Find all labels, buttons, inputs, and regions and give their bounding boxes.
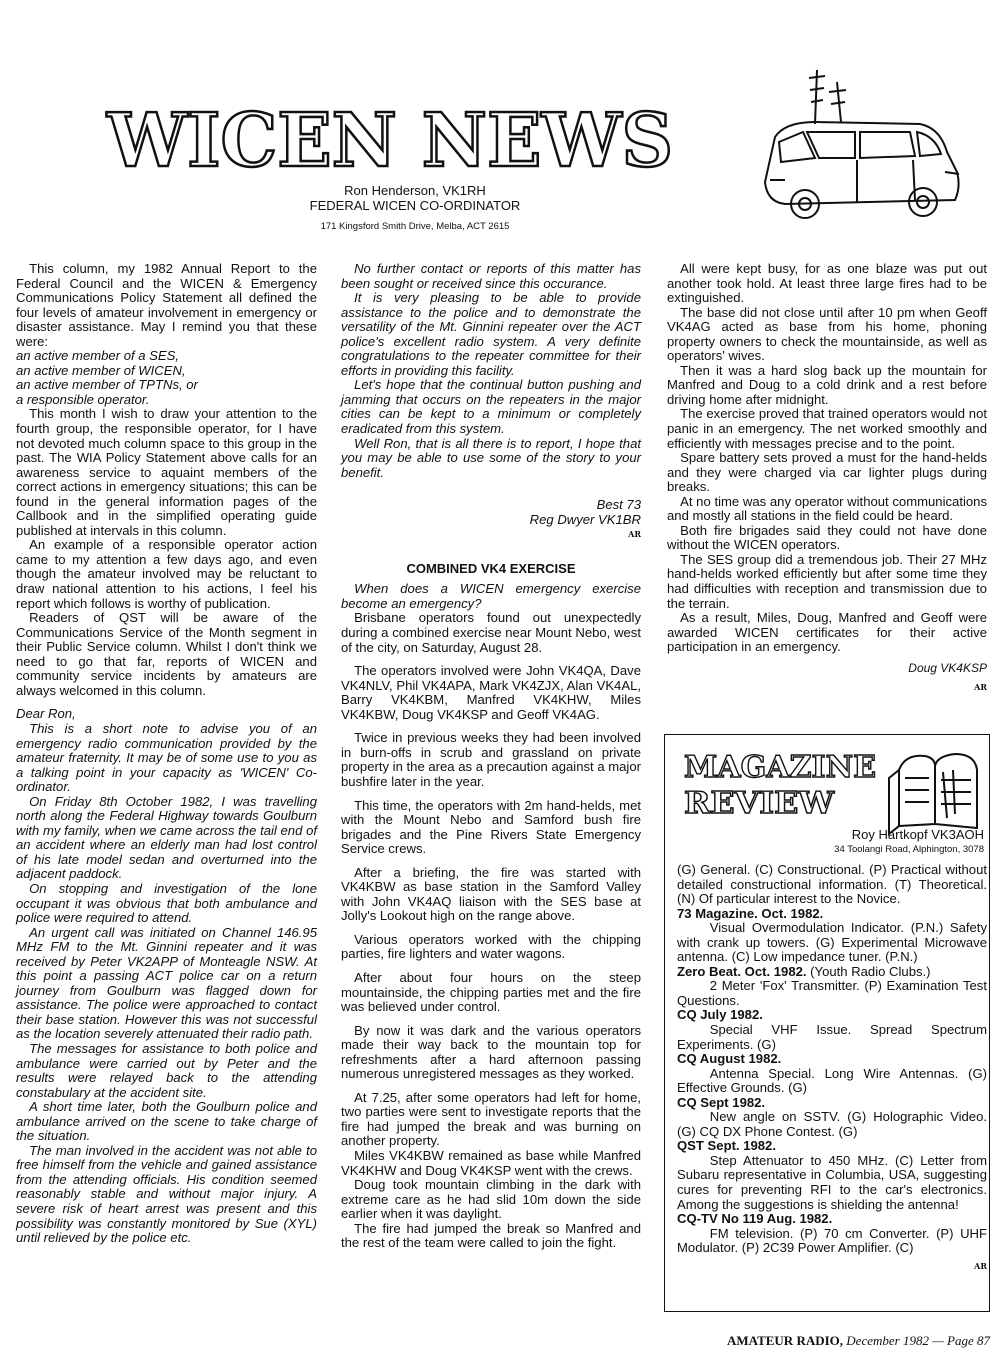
review-magazine-title: CQ-TV No 119 Aug. 1982. (677, 1211, 833, 1227)
paragraph: This column, my 1982 Annual Report to the Federal Council and the WICEN & Emergency Communications Policy Statement all defined the four levels of amateur involvement in emergency or disaster assistance. May I remind you that these were: (16, 261, 317, 349)
letter-paragraph: The messages for assistance to both police and ambulance were carried out by Peter and the results were relayed back to the attending constabulary at the accident site. (16, 1040, 317, 1100)
paragraph: The SES group did a tremendous job. Their 27 MHz hand-helds worked efficiently but after some time they had difficulties with reception and transmission due to the terrain. (667, 551, 987, 611)
paragraph: Miles VK4KBW remained as base while Manfred VK4KHW and Doug VK4KSP went with the crews. (341, 1147, 641, 1178)
review-magazine-contents: Antenna Special. Long Wire Antennas. (G) Effective Grounds. (G) (677, 1065, 987, 1096)
section-heading: COMBINED VK4 EXERCISE (406, 560, 576, 576)
paragraph: This time, the operators with 2m hand-helds, met with the Mount Nebo and Samford bush fire brigades and the Pine Rivers State Emergency Service crews. (341, 797, 641, 857)
letter-paragraph: It is very pleasing to be able to provide assistance to the police and to demonstrate the versatility of the Mt. Ginnini repeater over the ACT police's excellent radio system. A very definite congratulations to the repeater committee for their efforts in providing this facility. (341, 290, 641, 378)
paragraph: After about four hours on the steep mountainside, the chipping parties met and the fire was believed under control. (341, 969, 641, 1015)
book-icon (885, 748, 985, 838)
paragraph: An example of a responsible operator action came to my attention a few days ago, and even though the amateur involved may be reluctant to draw national attention to his actions, I feel his report which follows is worthy of publication. (16, 537, 317, 611)
van-illustration (745, 62, 985, 232)
review-magazine-contents: Visual Overmodulation Indicator. (P.N.) Safety with crank up towers. (G) Experimental Microwave antenna. (C) Low impedance tuner. (P.N.) (677, 920, 987, 965)
wicen-news-masthead (100, 100, 680, 180)
byline-role: FEDERAL WICEN CO-ORDINATOR (309, 198, 521, 213)
letter-paragraph: The man involved in the accident was not able to free himself from the vehicle and gained assistance from the attending officials. His condition seemed reasonably stable and without major injury. A severe risk of heart arrest was present and this possibility was constantly monitored by Sue (XYL) until relieved by the police etc. (16, 1142, 317, 1246)
magazine-review-title (682, 745, 882, 820)
letter-paragraph: A short time later, both the Goulburn police and ambulance arrived on the scene to take charge of the situation. (16, 1099, 317, 1144)
paragraph: Both fire brigades said they could not have done without the WICEN operators. (667, 522, 987, 553)
paragraph: Readers of QST will be aware of the Communications Service of the Month segment in their Public Service column. Whilst I don't think we need to go that far, reports of WICEN and community service incidents by amateurs are always welcomed in this column. (16, 610, 317, 698)
letter-paragraph: Let's hope that the continual button pushing and jamming that occurs on the repeaters in the major cities can be kept to a minimum or completely eradicated from this system. (341, 377, 641, 437)
review-magazine-contents: 2 Meter 'Fox' Transmitter. (P) Examination Test Questions. (677, 978, 987, 1008)
review-magazine-contents: Special VHF Issue. Spread Spectrum Experiments. (G) (677, 1022, 987, 1052)
paragraph: At 7.25, after some operators had left for home, two parties were sent to investigate reports that the fire had jumped the break and was burning on another property. (341, 1089, 641, 1149)
review-byline (672, 827, 984, 857)
column-1 (16, 262, 317, 1246)
review-title-line2: REVIEW (684, 786, 836, 820)
letter-salutation: Dear Ron, (16, 706, 76, 722)
paragraph: Twice in previous weeks they had been involved in burn-offs in scrub and grassland on private property in the area as a precaution against a major bushfire later in the year. (341, 730, 641, 789)
paragraph: Then it was a hard slog back up the mountain for Manfred and Doug to a cold drink and a rest before driving home after midnight. (667, 362, 987, 407)
column-2 (341, 262, 641, 1251)
paragraph: The operators involved were John VK4QA, Dave VK4NLV, Phil VK4APA, Mark VK4ZJX, Alan VK4AL, Barry VK4KBM, Manfred VK4KHW, Miles VK4KBW, Doug VK4KSP and Geoff VK4AG. (341, 663, 641, 722)
paragraph: As a result, Miles, Doug, Manfred and Geoff were awarded WICEN certificates for their active participation in an emergency. (667, 610, 987, 655)
ar-end-mark: AR (974, 1260, 987, 1271)
paragraph: The fire had jumped the break so Manfred and the rest of the team were called to join the fight. (341, 1220, 641, 1251)
paragraph: By now it was dark and the various operators made their way back to the mountain top for refreshments after a hard afternoon passing numerous unregistered messages as they worked. (341, 1022, 641, 1082)
paragraph: Various operators worked with the chipping parties, fire lighters and water wagons. (341, 931, 641, 962)
byline (280, 183, 550, 234)
review-magazine-title: CQ Sept 1982. (677, 1094, 766, 1110)
review-author: Roy Hartkopf VK3AOH (851, 827, 984, 842)
ar-end-mark: AR (628, 529, 641, 540)
review-magazine-title: CQ July 1982. (677, 1007, 763, 1023)
letter-paragraph: This is a short note to advise you of an emergency radio communication provided by the amateur fraternity. It may be of some use to you as a talking point in your capacity as 'WICEN' Co-ordinator. (16, 720, 317, 795)
paragraph: At no time was any operator without communications and mostly all stations in the field could be heard. (667, 493, 987, 524)
paragraph: Brisbane operators found out unexpectedly during a combined exercise near Mount Nebo, west of the city, on Saturday, August 28. (341, 610, 641, 655)
letter-paragraph: On stopping and investigation of the lone occupant it was obvious that both ambulance and police were required to attend. (16, 880, 317, 926)
review-body (677, 863, 987, 1273)
list-item: an active member of WICEN, (16, 362, 186, 378)
review-key: (G) General. (C) Constructional. (P) Practical without detailed constructional information. (T) Theoretical. (N) Of particular interest to the Novice. (677, 862, 987, 907)
paragraph: All were kept busy, for as one blaze was put out another took hold. At least three large fires had to be extinguished. (667, 261, 987, 306)
paragraph: Doug took mountain climbing in the dark with extreme care as he had slid 10m down the side earlier when it was daylight. (341, 1177, 641, 1222)
review-magazine-note: (Youth Radio Clubs.) (806, 963, 931, 979)
section-lead: When does a WICEN emergency exercise become an emergency? (341, 581, 641, 611)
article-signature: Doug VK4KSP (908, 660, 987, 675)
review-title-line1: MAGAZINE (684, 750, 876, 785)
footer-page: — Page 87 (932, 1333, 990, 1348)
list-item: an active member of TPTNs, or (16, 377, 198, 393)
list-item: an active member of a SES, (16, 348, 180, 364)
byline-address: 171 Kingsford Smith Drive, Melba, ACT 2615 (320, 221, 510, 232)
review-address: 34 Toolangi Road, Alphington, 3078 (834, 844, 984, 855)
letter-signature: Reg Dwyer VK1BR (529, 511, 641, 527)
review-magazine-title: CQ August 1982. (677, 1051, 782, 1067)
review-magazine-contents: FM television. (P) 70 cm Converter. (P) UHF Modulator. (P) 2C39 Power Amplifier. (C) (677, 1225, 987, 1256)
byline-author: Ron Henderson, VK1RH (344, 183, 486, 198)
review-magazine-title: 73 Magazine. Oct. 1982. (677, 905, 824, 921)
letter-paragraph: On Friday 8th October 1982, I was travelling north along the Federal Highway towards Goulburn with my family, when we came across the tail end of an accident where an elderly man had lost control of his late model sedan and overturned into the adjacent paddock. (16, 793, 317, 882)
letter-paragraph: An urgent call was initiated on Channel 146.95 MHz FM to the Mt. Ginnini repeater and it was received by Peter VK2APP of Monteagle NSW. At this point a passing ACT police car on a return journey from Goulburn was flagged down for assistance. The police were approached to contact their base station. However this was not successful as the location severely attenuated their radio path. (16, 924, 317, 1042)
footer-magazine: AMATEUR RADIO, (727, 1333, 844, 1348)
paragraph: Spare battery sets proved a must for the hand-helds and they were charged via car lighter plugs during breaks. (667, 450, 987, 495)
letter-signoff: Best 73 (596, 497, 641, 513)
footer-date: December 1982 (846, 1333, 929, 1348)
paragraph: This month I wish to draw your attention to the fourth group, the responsible operator, for I have not devoted much column space to this group in the past. The WIA Policy Statement above calls for an awareness service to aquaint members of the correct actions in emergency situations; this can be found in the general information pages of the Callbook and in the simplified operating guide published at intervals in this column. (16, 406, 317, 538)
paragraph: The exercise proved that trained operators would not panic in an emergency. The net worked smoothly and efficiently with messages precise and to the point. (667, 406, 987, 451)
review-magazine-title: Zero Beat. Oct. 1982. (677, 963, 807, 979)
page-footer (690, 1333, 990, 1349)
column-3 (667, 262, 987, 695)
masthead-title: WICEN NEWS (106, 100, 674, 180)
letter-paragraph: Well Ron, that is all there is to report, I hope that you may be able to use some of the story to your benefit. (341, 435, 641, 480)
letter-paragraph: No further contact or reports of this matter has been sought or received since this occurance. (341, 261, 641, 291)
ar-end-mark: AR (974, 682, 987, 693)
review-magazine-contents: Step Attenuator to 450 MHz. (C) Letter from Subaru representative in Columbia, USA, suggesting cures for preventing RFI to the car's electronics. Among the suggestions is shielding the antenna! (677, 1152, 987, 1212)
list-item: a responsible operator. (16, 391, 150, 407)
paragraph: After a briefing, the fire was started with VK4KBW as base station in the Samford Valley with John VK4AQ liaison with the SES base at Jolly's Lookout high on the range above. (341, 864, 641, 924)
paragraph: The base did not close until after 10 pm when Geoff VK4AG acted as base from his home, phoning property owners to check the mountainside, as well as operators' wives. (667, 304, 987, 364)
review-magazine-title: QST Sept. 1982. (677, 1138, 776, 1154)
review-magazine-contents: New angle on SSTV. (G) Holographic Video. (G) CQ DX Phone Contest. (G) (677, 1109, 987, 1139)
